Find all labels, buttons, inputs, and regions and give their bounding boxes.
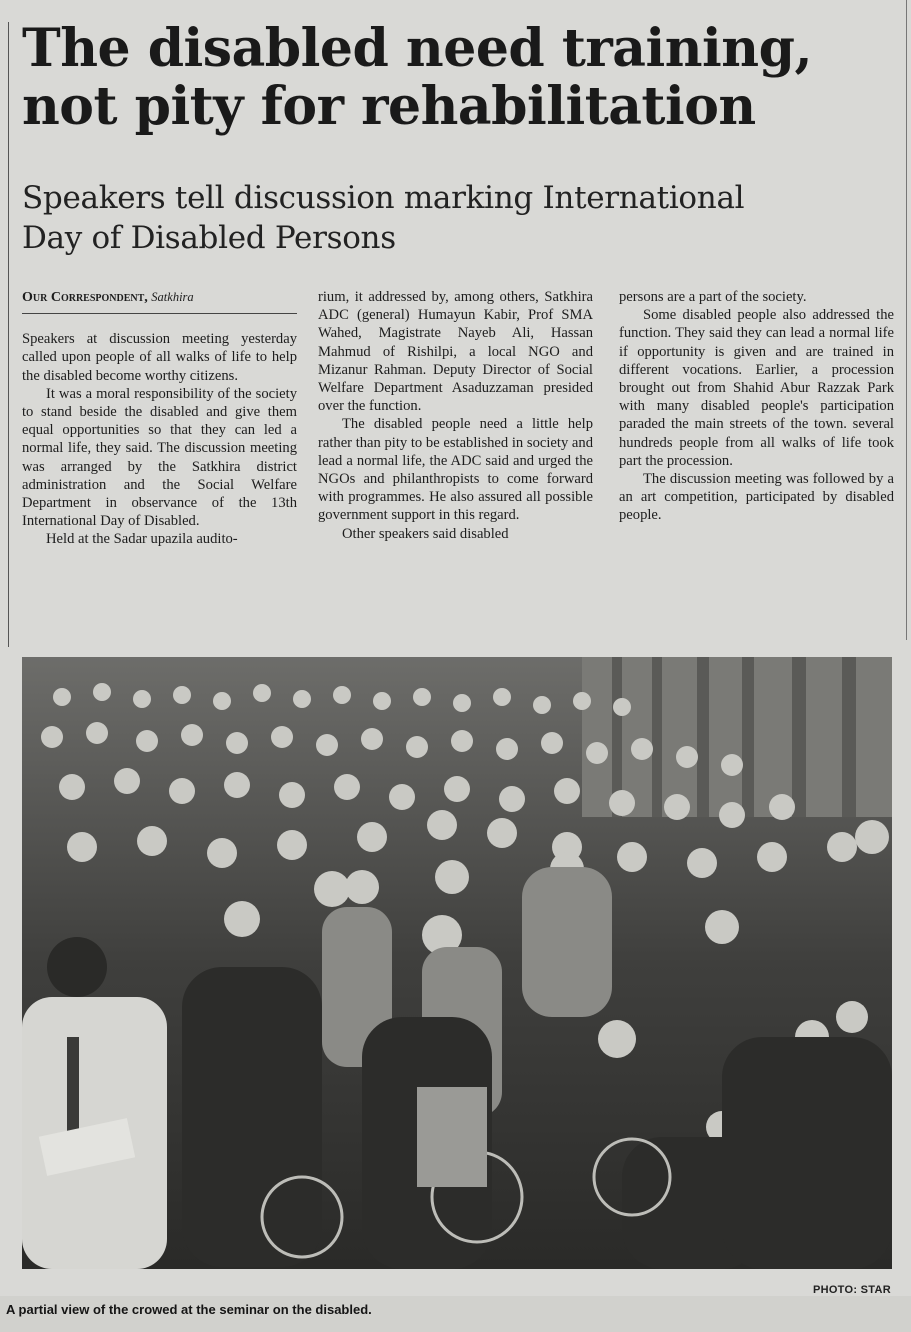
- headline-line-1: The disabled need training,: [22, 18, 813, 79]
- headline-line-2: not pity for rehabilitation: [22, 76, 756, 137]
- paragraph-3a: Held at the Sadar upazila audito-: [46, 531, 238, 548]
- byline: [22, 288, 297, 314]
- paragraph-6: Some disabled people also addressed the function. They said they can lead a normal life if opportunity is given and are trained in different vocations. Earlier, a procession brought out from Shahid Abur Razzak Park with many disabled people's participation paraded the main streets of the town. several hundreds people from all walks of life took part the procession.: [619, 307, 894, 469]
- subhead-line-1: Speakers tell discussion marking International: [22, 180, 745, 216]
- paragraph-2: It was a moral responsibility of the society to stand beside the disabled and give them equal opportunities so that they can led a normal life, they said. The discussion meeting was arranged by the Satkhira district administration and the Social Welfare Department in observance of the 13th International Day of Disabled.: [22, 385, 297, 530]
- byline-author: Our Correspondent,: [22, 290, 148, 305]
- subheadline: [22, 178, 882, 258]
- photo-credit: PHOTO: STAR: [812, 1284, 891, 1296]
- photo-caption: A partial view of the crowed at the seminar on the disabled.: [6, 1302, 372, 1317]
- paragraph-7: The discussion meeting was followed by a an art competition, participated by disabled people.: [619, 471, 894, 524]
- column-2: [318, 288, 593, 543]
- clipping-right-rule: [906, 0, 907, 640]
- paragraph-5b: persons are a part of the society.: [619, 289, 807, 305]
- photo-caption-bar: [0, 1296, 911, 1332]
- paragraph-5a: Other speakers said disabled: [342, 525, 509, 542]
- crowd-photo-illustration: [22, 657, 892, 1269]
- byline-place: Satkhira: [151, 290, 194, 304]
- clipping-left-rule: [8, 22, 9, 647]
- crowd-photo: [22, 657, 892, 1269]
- subhead-line-2: Day of Disabled Persons: [22, 220, 396, 256]
- paragraph-1: Speakers at discussion meeting yesterday called upon people of all walks of life to help the disabled become worthy citizens.: [22, 331, 297, 384]
- column-3: [619, 288, 894, 525]
- paragraph-3b: rium, it addressed by, among others, Satkhira ADC (general) Humayun Kabir, Prof SMA Wahed, Magistrate Nayeb Ali, Hassan Mahmud of Rishilpi, a local NGO and Mizanur Rahman. Deputy Director of Social Welfare Department Asaduzzaman presided over the function.: [318, 289, 593, 415]
- headline: [22, 20, 882, 136]
- column-1: [22, 288, 297, 549]
- article-body: [22, 288, 894, 638]
- paragraph-4: The disabled people need a little help rather than pity to be established in society and lead a normal life, the ADC said and urged the NGOs and philanthropists to come forward with programmes. He also assured all possible government support in this regard.: [318, 416, 593, 524]
